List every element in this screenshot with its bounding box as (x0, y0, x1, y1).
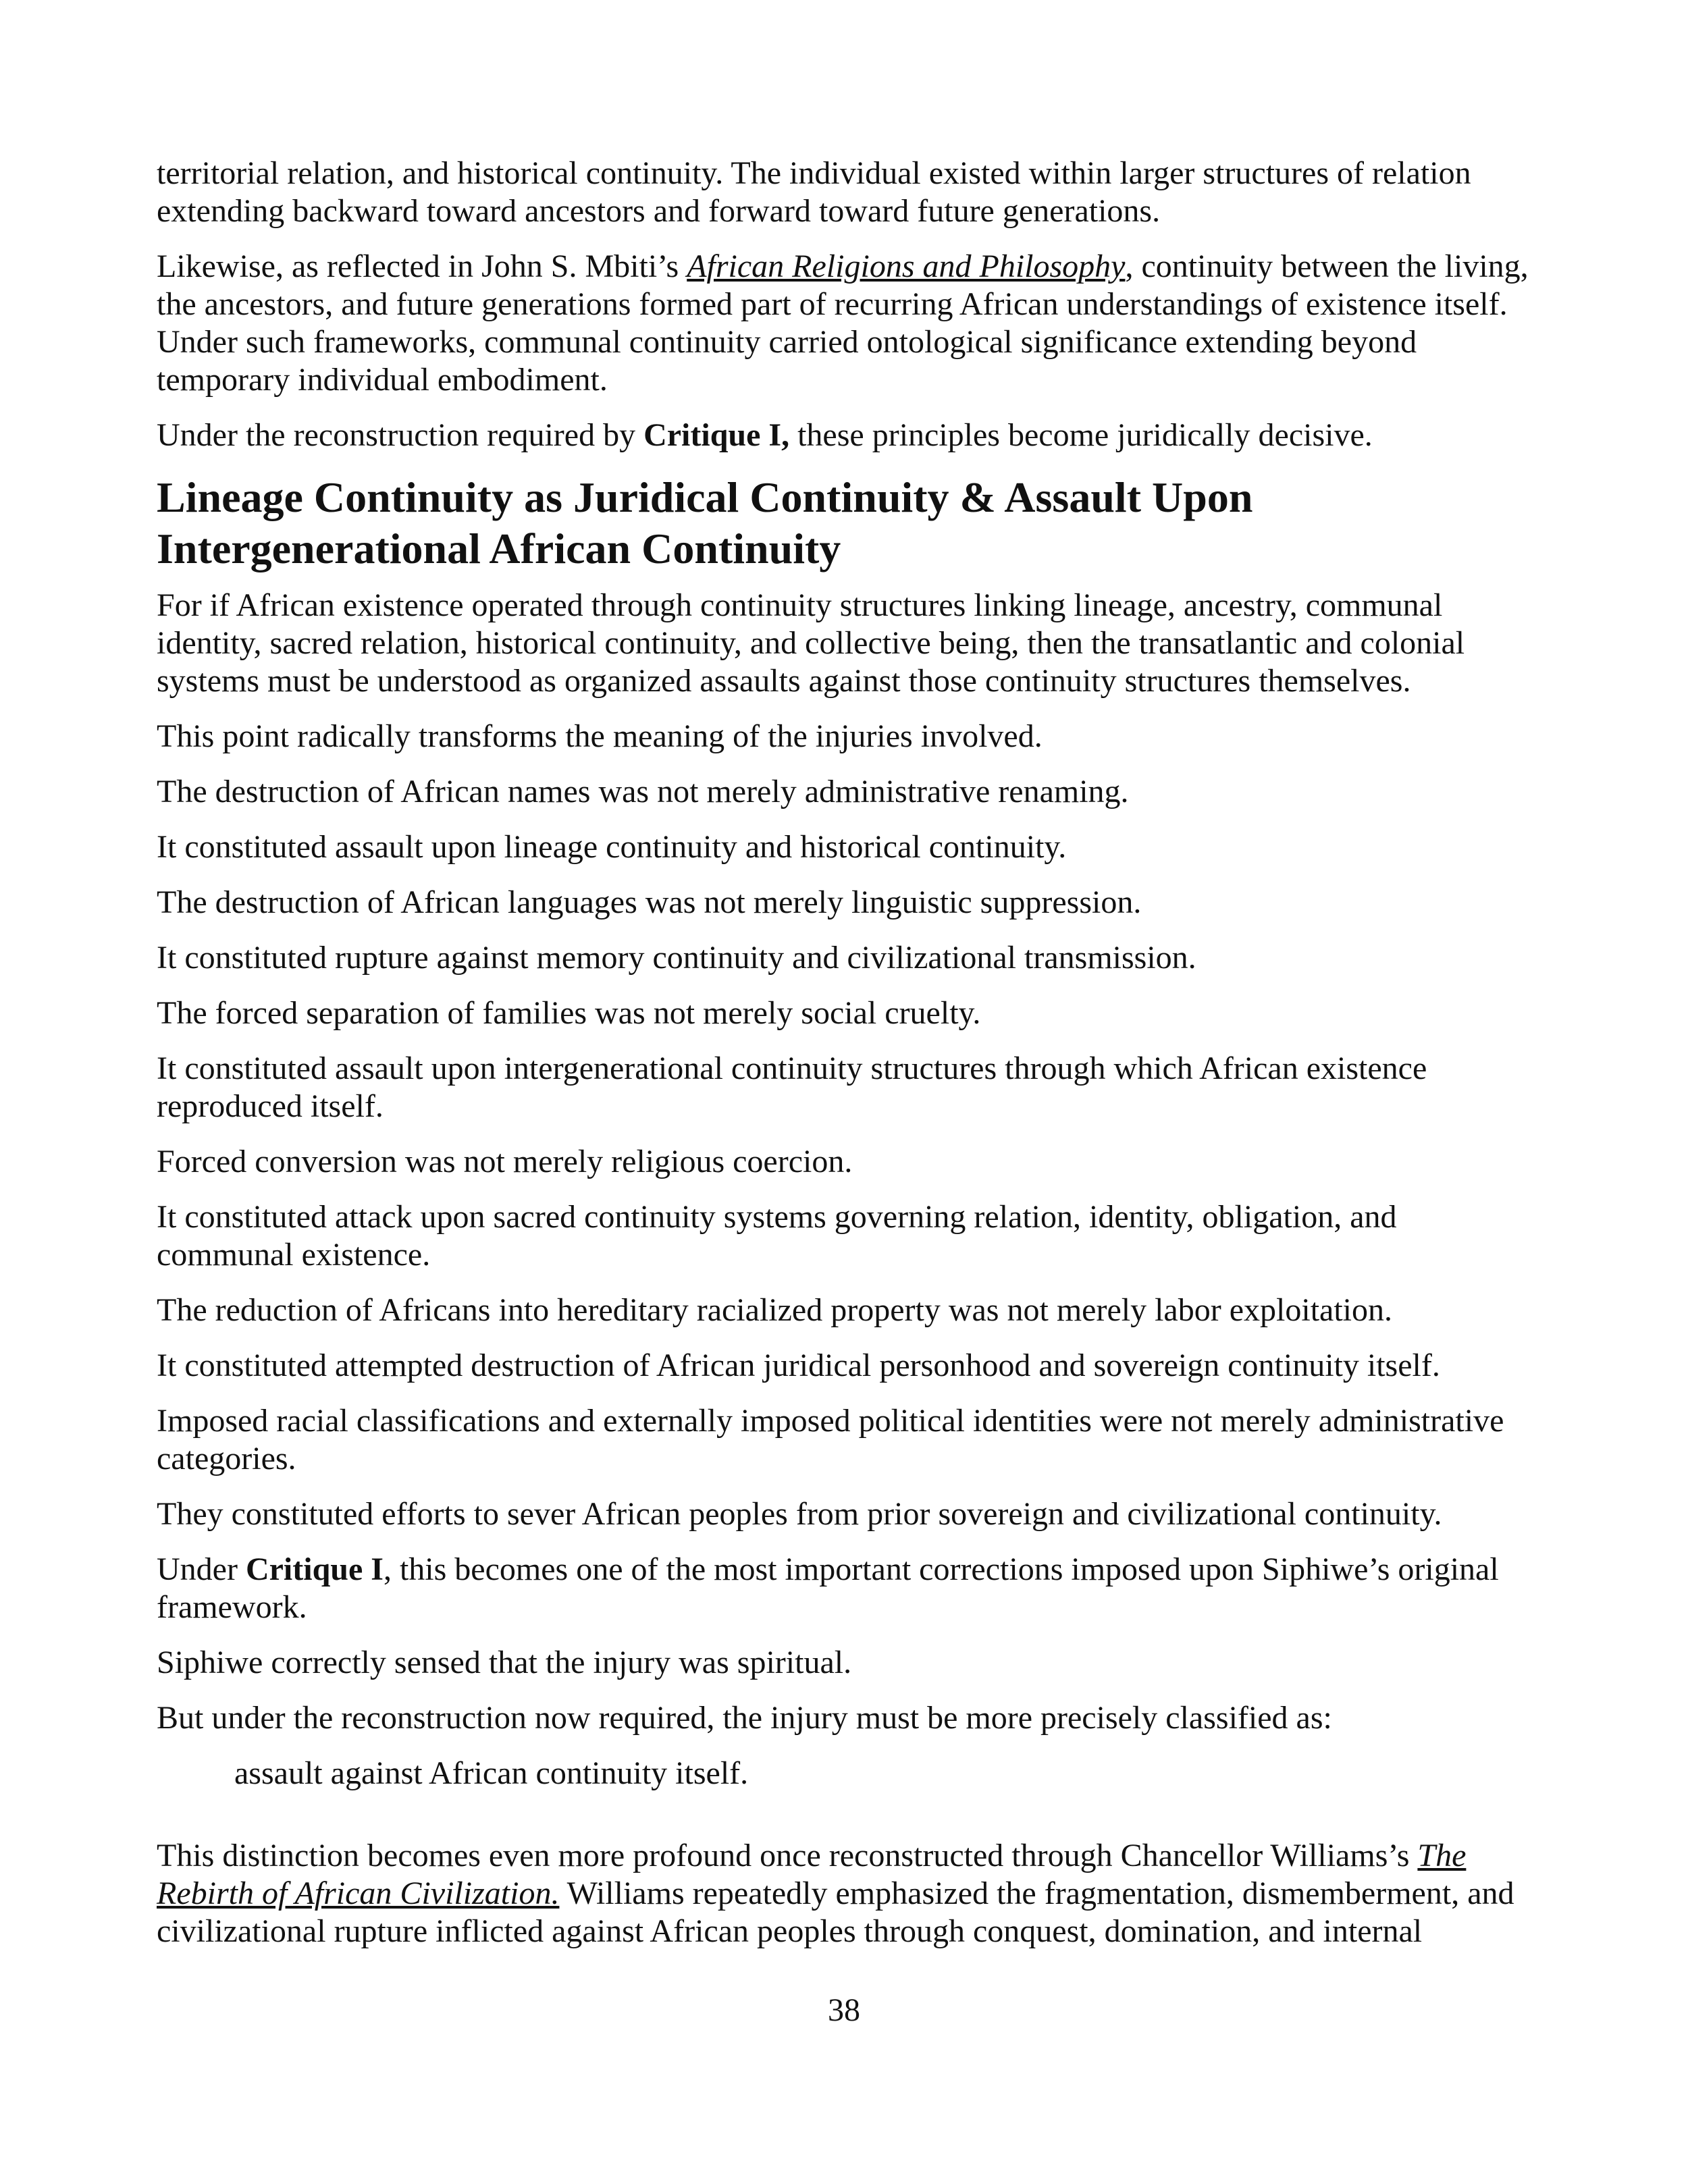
paragraph: The reduction of Africans into hereditary racialized property was not merely labor exploitation. (157, 1292, 1392, 1328)
paragraph: Siphiwe correctly sensed that the injury was spiritual. (157, 1645, 852, 1680)
paragraph: The destruction of African languages was not merely linguistic suppression. (157, 884, 1142, 920)
paragraph: It constituted assault upon lineage continuity and historical continuity. (157, 829, 1067, 865)
paragraph-text: Under the reconstruction required by (157, 417, 644, 453)
paragraph: This point radically transforms the meaning of the injuries involved. (157, 718, 1043, 754)
paragraph-text: , continuity between the living, the ancestors, and future generations formed part of recurring African understandings of existence itself. Under such frameworks, communal continuity carried ontological significance extending beyond temporary individual embodiment. (157, 248, 1529, 398)
paragraph-text: , this becomes one of the most important corrections imposed upon Siphiwe’s original framework. (157, 1551, 1499, 1625)
paragraph: For if African existence operated through continuity structures linking lineage, ancestry, communal identity, sacred relation, historical continuity, and collective being, then the transatlantic and colonial systems must be understood as organized assaults against those continuity structures themselves. (157, 587, 1465, 699)
paragraph: The destruction of African names was not merely administrative renaming. (157, 774, 1129, 809)
page-number: 38 (828, 1992, 860, 2028)
page-body (157, 155, 1534, 1968)
paragraph-critique (157, 1551, 1534, 1626)
paragraph-text: these principles become juridically decisive. (789, 417, 1373, 453)
paragraph: They constituted efforts to sever African peoples from prior sovereign and civilizational continuity. (157, 1496, 1442, 1532)
section-heading: Lineage Continuity as Juridical Continuity & Assault Upon Intergenerational African Continuity (157, 473, 1253, 572)
paragraph-text: Under (157, 1551, 246, 1587)
indented-quote: assault against African continuity itself. (234, 1755, 749, 1791)
paragraph: It constituted attack upon sacred continuity systems governing relation, identity, obligation, and communal existence. (157, 1199, 1397, 1273)
paragraph: But under the reconstruction now required, the injury must be more precisely classified as: (157, 1700, 1332, 1736)
paragraph-mbiti (157, 248, 1534, 399)
paragraph: Imposed racial classifications and externally imposed political identities were not merely administrative categories. (157, 1403, 1504, 1476)
paragraph: It constituted rupture against memory continuity and civilizational transmission. (157, 940, 1196, 976)
bold-term: Critique I (245, 1551, 384, 1587)
paragraph-text: Williams repeatedly emphasized the fragmentation, dismemberment, and civilizational rupture inflicted against African peoples through conquest, domination, and internal (157, 1875, 1514, 1949)
book-title-citation: African Religions and Philosophy (687, 248, 1126, 284)
paragraph-critique (157, 417, 1534, 454)
paragraph: It constituted assault upon intergenerational continuity structures through which African existence reproduced itself. (157, 1050, 1427, 1124)
paragraph-text: This distinction becomes even more profound once reconstructed through Chancellor Williams’s (157, 1838, 1418, 1873)
paragraph: Forced conversion was not merely religious coercion. (157, 1144, 853, 1179)
paragraph: The forced separation of families was not merely social cruelty. (157, 995, 981, 1031)
book-title-citation: The Rebirth of African Civilization. (157, 1838, 1467, 1911)
paragraph-text: Likewise, as reflected in John S. Mbiti’s (157, 248, 687, 284)
bold-term: Critique I, (643, 417, 790, 453)
paragraph-williams (157, 1837, 1534, 1950)
paragraph: territorial relation, and historical continuity. The individual existed within larger structures of relation extending backward toward ancestors and forward toward future generations. (157, 155, 1471, 229)
paragraph: It constituted attempted destruction of African juridical personhood and sovereign continuity itself. (157, 1348, 1440, 1383)
